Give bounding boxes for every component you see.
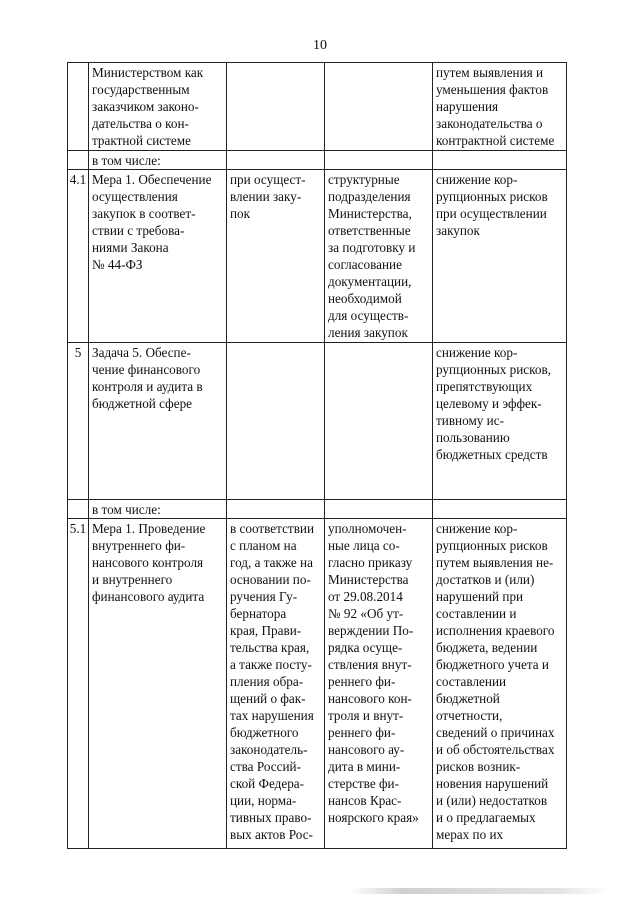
deadline-cell [227,500,325,519]
table-row [68,63,567,151]
result-cell: снижение кор- рупционных рисков путем выявления не- достатков и (или) нарушений при составлении и исполнения краевого бюджета, ведении бюджетного учета и составлении бюджетной отчетности, сведений о причинах и об обстоятельствах рисков возник- новения нарушений и (или) недостатков и о предлагаемых мерах по их [433,519,567,849]
deadline-cell: при осущест- влении заку- пок [227,170,325,343]
table-row [68,519,567,849]
result-cell [433,500,567,519]
measure-cell: в том числе: [89,151,227,170]
responsible-cell [325,500,433,519]
scan-smudge [350,888,610,894]
measure-cell: Мера 1. Обеспечение осуществления закупок в соответ- ствии с требова- ниями Закона № 44-ФЗ [89,170,227,343]
table-row [68,343,567,500]
table-row [68,500,567,519]
row-number: 4.1 [68,170,89,343]
responsible-cell [325,343,433,500]
measure-cell: Министерством как государственным заказчиком законо- дательства о кон- трактной системе [89,63,227,151]
row-number: 5.1 [68,519,89,849]
deadline-cell [227,63,325,151]
row-number [68,63,89,151]
responsible-cell [325,63,433,151]
row-number [68,500,89,519]
measures-table [67,62,567,849]
table-row [68,151,567,170]
result-cell: снижение кор- рупционных рисков, препятствующих целевому и эффек- тивному ис- пользованию бюджетных средств [433,343,567,500]
result-cell: путем выявления и уменьшения фактов нарушения законодательства о контрактной системе [433,63,567,151]
result-cell: снижение кор- рупционных рисков при осуществлении закупок [433,170,567,343]
deadline-cell: в соответствии с планом на год, а также на основании по- ручения Гу- бернатора края, Прави- тельства края, а также посту- пления обра- щений о фак- тах нарушения бюджетного законодатель- ства Россий- ской Федера- ции, норма- тивных право- вых актов Рос- [227,519,325,849]
row-number: 5 [68,343,89,500]
measure-cell: Задача 5. Обеспе- чение финансового контроля и аудита в бюджетной сфере [89,343,227,500]
deadline-cell [227,343,325,500]
measure-cell: в том числе: [89,500,227,519]
responsible-cell [325,151,433,170]
row-number [68,151,89,170]
deadline-cell [227,151,325,170]
responsible-cell: структурные подразделения Министерства, ответственные за подготовку и согласование документации, необходимой для осуществ- ления закупок [325,170,433,343]
result-cell [433,151,567,170]
measure-cell: Мера 1. Проведение внутреннего фи- нансового контроля и внутреннего финансового аудита [89,519,227,849]
responsible-cell: уполномочен- ные лица со- гласно приказу Министерства от 29.08.2014 № 92 «Об ут- верждении По- рядка осуще- ствления внут- реннего фи- нансового кон- троля и внут- реннего фи- нансового ау- дита в мини- стерстве фи- нансов Крас- ноярского края» [325,519,433,849]
table-row [68,170,567,343]
page-number: 10 [313,38,327,53]
